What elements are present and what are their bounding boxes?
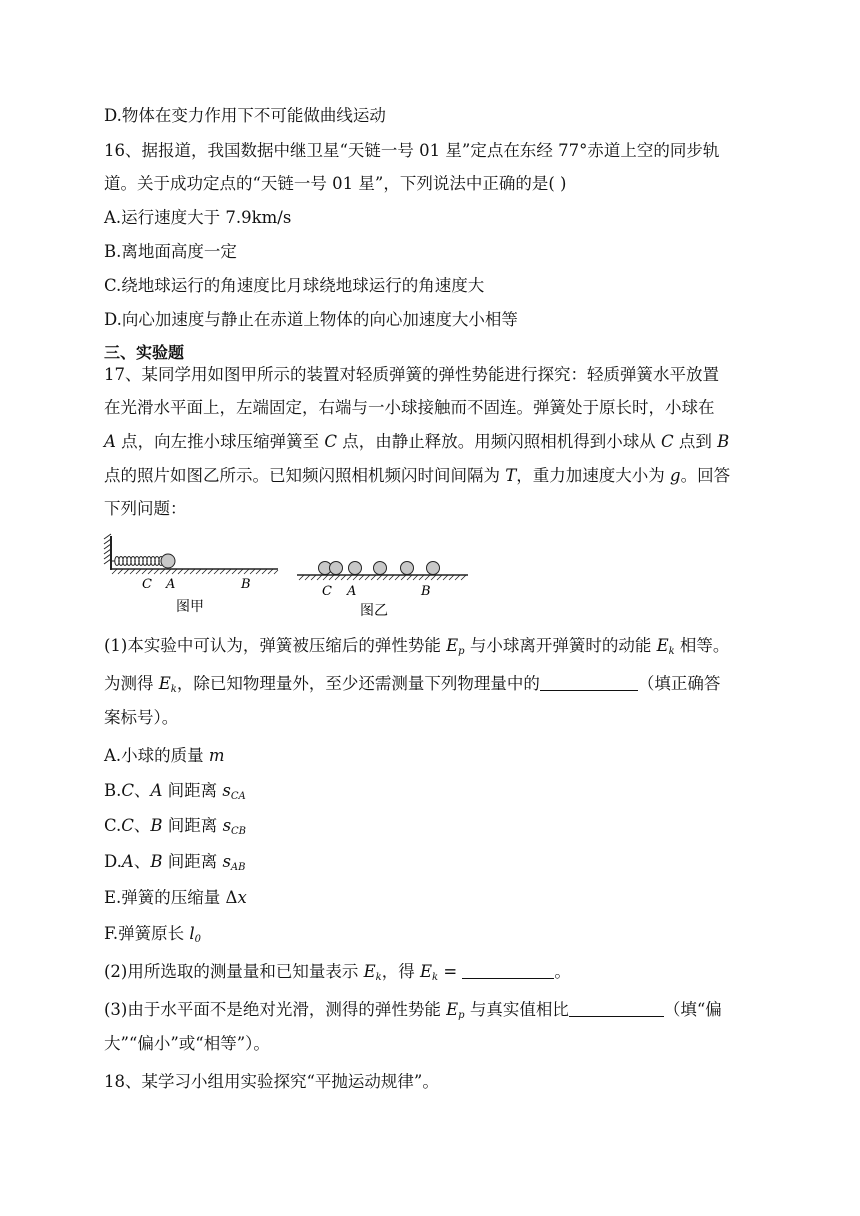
fig-jia-label: 图甲 [176,599,204,615]
q17-part2: (2)用所选取的测量量和已知量表示 $E_k$，得 $E_k$ = 。 [104,962,571,983]
figure-drawing [100,533,480,623]
answer-blank-1[interactable] [540,674,638,691]
q16-stem-line2: 道。关于成功定点的“天链一号 01 星”，下列说法中正确的是( ) [104,174,567,193]
wall [104,534,111,570]
q16-stem-line1: 16、据报道，我国数据中继卫星“天链一号 01 星”定点在东经 77°赤道上空的同步轨 [104,141,720,160]
q16-option-d: D.向心加速度与静止在赤道上物体的向心加速度大小相等 [104,310,518,329]
option-a-mass: A.小球的质量 m [104,746,225,765]
option-d-sab: D.A、B 间距离 $s_{AB}$ [104,852,246,873]
fig-jia-point-b: B [241,577,251,592]
fig-jia-point-c: C [142,577,152,592]
option-f-length: F.弹簧原长 $l_0$ [104,924,202,945]
option-b-sca: B.C、A 间距离 $s_{CA}$ [104,781,246,802]
q17-part1-line1: (1)本实验中可认为，弹簧被压缩后的弹性势能 $E_p$ 与小球离开弹簧时的动能 $E_k$ 相等。 [104,636,730,657]
fig-jia-point-a: A [166,577,176,592]
fig-yi-point-a: A [347,584,357,599]
spring [111,557,163,566]
ball [161,554,175,568]
fig-yi-point-c: C [322,584,332,599]
section-heading-experiment: 三、实验题 [104,343,185,362]
q17-part1-line2: 为测得 $E_k$，除已知物理量外，至少还需测量下列物理量中的 （填正确答 [104,674,721,695]
ground-yi [297,575,468,580]
q17-part3-line1: (3)由于水平面不是绝对光滑，测得的弹性势能 $E_p$ 与真实值相比 （填“偏 [104,1000,722,1021]
answer-blank-2[interactable] [462,962,554,979]
q16-option-c: C.绕地球运行的角速度比月球绕地球运行的角速度大 [104,276,485,295]
fig-yi-label: 图乙 [360,603,388,619]
q17-stem-line2: 在光滑水平面上，左端固定，右端与一小球接触而不固连。弹簧处于原长时，小球在 [104,398,715,417]
q16-option-a: A.运行速度大于 7.9km/s [104,208,292,227]
q17-part1-line3: 案标号）。 [104,708,179,727]
q17-stem-line5: 下列问题： [104,499,187,518]
fig-yi-point-b: B [421,584,431,599]
strobe-balls [319,562,440,575]
q18-stem: 18、某学习小组用实验探究“平抛运动规律”。 [104,1072,439,1091]
option-c-scb: C.C、B 间距离 $s_{CB}$ [104,816,247,837]
option-e-compression: E.弹簧的压缩量 Δx [104,888,247,907]
q17-stem-line4: 点的照片如图乙所示。已知频闪照相机频闪时间间隔为 T，重力加速度大小为 g。回答 [104,466,731,485]
q17-figure [100,533,480,623]
answer-blank-3[interactable] [569,1000,664,1017]
q17-stem-line1: 17、某同学用如图甲所示的装置对轻质弹簧的弹性势能进行探究：轻质弹簧水平放置 [104,365,719,384]
q16-option-b: B.离地面高度一定 [104,242,237,261]
q17-stem-line3: A 点，向左推小球压缩弹簧至 C 点，由静止释放。用频闪照相机得到小球从 C 点到 B [104,432,730,451]
q17-part3-line2: 大”“偏小”或“相等”）。 [104,1034,270,1053]
q15-option-d: D.物体在变力作用下不可能做曲线运动 [104,106,386,125]
ground-jia [111,569,278,574]
